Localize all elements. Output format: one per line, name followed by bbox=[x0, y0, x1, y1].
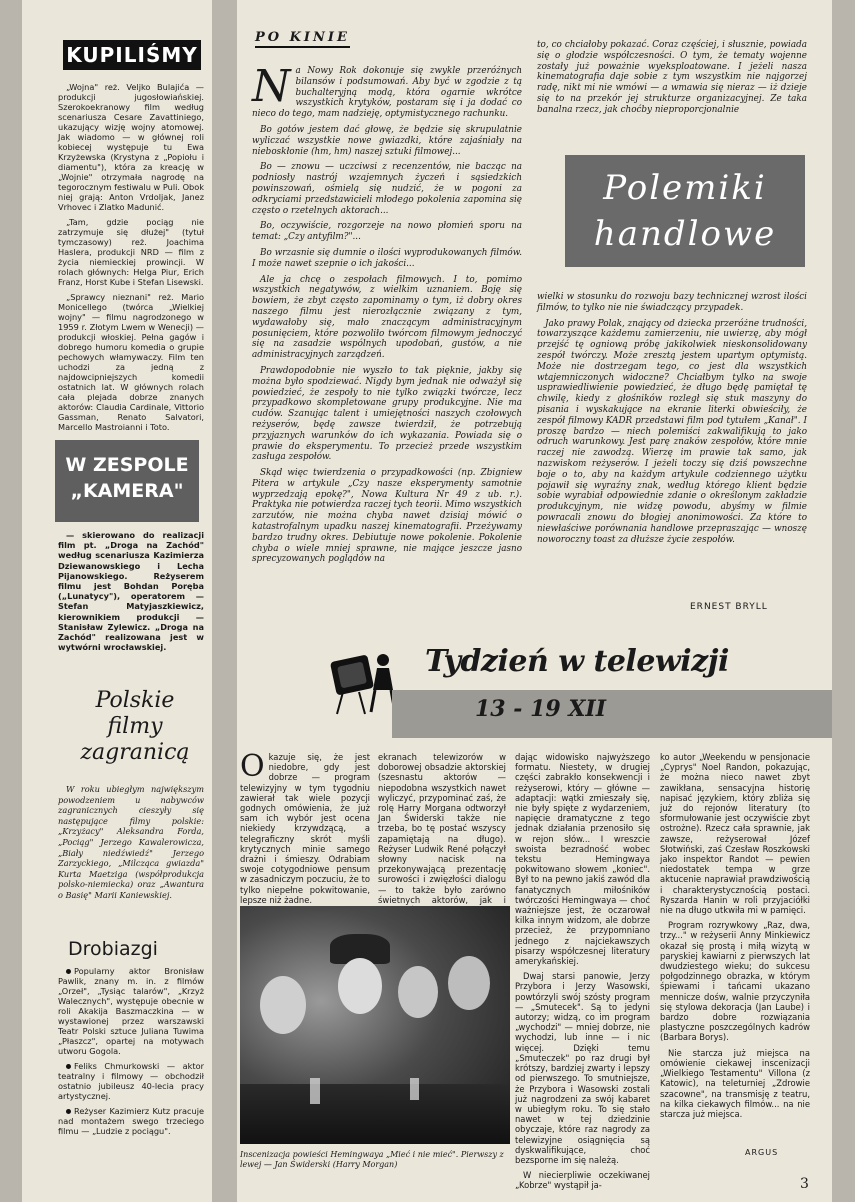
photo-face bbox=[260, 976, 306, 1034]
tv-paragraph: Dwaj starsi panowie, Jerzy Przybora i Jerzy Wasowski, powtórzyli swój szósty program — „Smutecek". Są to jedyni autorzy; widzą, co im program „wychodzi" — mniej dobrze, nie wychodzi, lub inne — i nic więcej. Dzięki temu „Smuteczek" po raz drugi był krótszy, bardziej zwarty i lepszy od pierwszego. To smutniejsze, że Przybora i Wasowski zostali już nagrodzeni za swój kabaret w ubiegłym roku. To się stało nawet w tej dziedzinie obyczaje, które raz nagrody za telewizyjne osiągnięcia są dyskwalifikujące, choć bezsporne im się należą. bbox=[515, 971, 650, 1165]
polskie-filmy-text bbox=[58, 784, 204, 924]
polemiki-handlowe-header bbox=[565, 155, 805, 267]
photo-glass bbox=[310, 1078, 320, 1104]
po-kinie-paragraph: Bo, oczywiście, rozgorzeje na nowo płomień sporu na temat: „Czy antyfilm?"... bbox=[252, 221, 522, 243]
polskie-filmy-title: Polskie filmy zagranicą bbox=[80, 688, 190, 765]
kupilismy-header: KUPILIŚMY bbox=[63, 40, 201, 70]
tv-dates-bar bbox=[392, 690, 832, 738]
photo-face bbox=[338, 958, 382, 1014]
bullet-icon bbox=[66, 1109, 71, 1114]
drobiazgi-item bbox=[58, 1106, 204, 1136]
drobiazgi-item-text: Reżyser Kazimierz Kutz pracuje nad montażem swego trzeciego filmu — „Ludzie z pociągu". bbox=[58, 1106, 204, 1136]
tv-paragraph: dając widowisko najwyższego formatu. Niestety, w drugiej części zabrakło konsekwencji i reżyserowi, który — główne — adaptacji: wątki zmieszały się, nie były spięte z wydarzeniem, napięcie dramatyczne z tego jednak działania przenosiło się w rejon słów... I wreszcie swoista bezradność wobec tekstu Hemingwaya pokwitowano słowem „koniec". Był to na pewno jakiś zawód dla fanatycznych miłośników twórczości Hemingwaya — choć ważniejsze jest, że oczarował kilka innym widzom, ale dobrze przecież, że przypomniano jednego z najciekawszych pisarzy współczesnej literatury amerykańskiej. bbox=[515, 752, 650, 967]
tv-paragraph: W niecierpliwie oczekiwanej „Kobrze" wystąpił ja- bbox=[515, 1170, 650, 1191]
hemingway-scene-photo bbox=[240, 906, 510, 1144]
tv-paragraph: ekranach telewizorów w doborowej obsadzie aktorskiej (szesnastu aktorów — niepodobna wszystkich nawet wyliczyć, przypominać zaś, że rolę Harry Morgana odtworzył Jan Świderski także nie trzeba, bo tę postać wszyscy zapamiętają na długo). Reżyser Ludwik René połączył słowny nacisk na przekonywającą prezentację surowości i zwięzłości dialogu — to także było zarówno świetnych aktorów, jak i bbox=[378, 752, 506, 905]
drobiazgi-item bbox=[58, 966, 204, 1056]
po-kinie-paragraph: Skąd więc twierdzenia o przypadkowości (np. Zbigniew Pitera w artykule „Czy nasze eksperymenty samotnie wyprzedzają epokę?", Nowa Kultura Nr 49 z ub. r.). Praktyka nie potwierdza raczej tych teorii. Mimo wszystkich zarzutów, nie można chyba nawet dzisiaj mówić o katastrofalnym upadku naszej kinematografii. Przeżywamy bardzo trudny okres. Debiutuje nowe pokolenie. Pokolenie chyba o wiele mniej sprawne, nie mające jeszcze jasno sprecyzowanych poglądów na bbox=[252, 468, 522, 565]
author-signature: ERNEST BRYLL bbox=[690, 602, 768, 612]
tv-paragraph: Program rozrywkowy „Raz, dwa, trzy..." w reżyserii Anny Minkiewicz okazał się prostą i miłą wizytą w paryskiej kawiarni z pierwszych lat dwudziestego wieku; do sukcesu połgodzinnego obrazka, w którym śpiewami i tańcami ukazano mennicze dośw, walnie przyczyniła się stylowa dekoracja (Jan Laube) i bardzo dobre rozwiązania plastyczne poszczególnych kadrów (Barbara Borys). bbox=[660, 920, 810, 1043]
right-stripe bbox=[832, 0, 855, 1202]
bullet-icon bbox=[66, 969, 71, 974]
drobiazgi-title: Drobiazgi bbox=[68, 938, 158, 960]
tv-paragraph: Nie starcza już miejsca na omówienie ciekawej inscenizacji „Wielkiego Testamentu" Villona (z Katowic), na teleturniej „Zdrowie szacowne", na transmisję z teatru, na kilka ciekawych filmów... na nie starcza już miejsca. bbox=[660, 1047, 810, 1119]
kupilismy-paragraph: „Wojna" reż. Veljko Bulajića — produkcji jugosłowiańskiej. Szerokoekranowy film według scenariusza Cesare Zavattiniego, ukazujący wizję wojny atomowej. Jak wiadomo — w głównej roli kobiecej występuje tu Ewa Krzyżewska (Krystyna z „Popiołu i diamentu"), która za kreację w „Wojnie" otrzymała nagrodę na tegorocznym festiwalu w Puli. Obok niej grają: Anton Vrdoljak, Janez Vrhovec i Zlatko Madunić. bbox=[58, 82, 204, 212]
po-kinie-paragraph: a Nowy Rok dokonuje się zwykle przeróżnych bilansów i podsumowań. Aby być w zgodzie z tą buchalteryjną modą, która ogarnie wkrótce wszystkich krytyków, postaram się i ja dodać co nieco do tego, mam nadzieję, optymistycznego rachunku. bbox=[252, 66, 522, 120]
polemiki-title-text: Polemiki handlowe bbox=[593, 168, 777, 254]
kupilismy-paragraph: „Sprawcy nieznani" reż. Mario Monicellego (twórca „Wielkiej wojny" — filmu nagrodzonego w 1959 r. Złotym Lwem w Wenecji) — produkcji włoskiej. Pełna gagów i dobrego humoru komedia o grupie pechowych włamywaczy. Film ten uchodzi za jedną z najdowcipniejszych komedii ostatnich lat. W głównych rolach cała plejada dobrze znanych aktorów: Claudia Cardinale, Vittorio Gassman, Renato Salvatori, Marcello Mastroianni i Toto. bbox=[58, 292, 204, 432]
photo-face bbox=[448, 956, 490, 1010]
tv-title: Tydzień w telewizji bbox=[425, 644, 729, 679]
tv-col-4 bbox=[660, 752, 810, 1172]
po-kinie-paragraph: Bo gotów jestem dać głowę, że będzie się skrupulatnie wyliczać wszystkie nowe gwiazdki, które zajaśniały na nieboskłonie (hm, hm) naszej sztuki filmowej... bbox=[252, 124, 522, 157]
po-kinie-intro bbox=[252, 61, 522, 120]
drop-cap: N bbox=[252, 61, 291, 112]
center-stripe bbox=[212, 0, 237, 1202]
tv-paragraph bbox=[240, 749, 370, 905]
kamera-header: W ZESPOLE „KAMERA" bbox=[55, 440, 199, 522]
tv-signature: ARGUS bbox=[745, 1148, 779, 1157]
bullet-icon bbox=[66, 1064, 71, 1069]
po-kinie-paragraph: Prawdopodobnie nie wyszło to tak pięknie, jakby się można było spodziewać. Nigdy bym jednak nie odważył się powiedzieć, że zespoły to nie tylko związki twórcze, lecz przypadkowo skompletowane grupy produkcyjne. Nie ma cudów. Szanując talent i umiejętności naszych czołowych reżyserów, będę zawsze twierdził, że potrzebują przyjaznych warunków do ich wykazania. Powiada się o prawie do eksperymentu. To przecież przede wszystkim zasługa zespołów. bbox=[252, 365, 522, 463]
tv-paragraph: ko autor „Weekendu w pensjonacie „Cyprys" Noel Randon, pokazując, że można nieco nawet zbyt zawikłana, sensacyjna historię napisać językiem, który zbliża się już do rejonów literatury (to sformułowanie jest oczywiście zbyt ostrożne). Rzecz cała sprawnie, jak zawsze, reżyserował Józef Słotwiński, zaś Czesław Roszkowski jako inspektor Randot — pewien niedostatek tempa w grze aktucenie naprawiał prawdziwością i charakterystycznością postaci. Ryszarda Hanin w roli przyjaciółki nie na długo utkwiła mi w pamięci. bbox=[660, 752, 810, 916]
photo-face bbox=[398, 966, 438, 1018]
polemiki-paragraph: Jako prawy Polak, znający od dziecka przeróżne trudności, towarzyszące każdemu zamierzeniu, nie uwierzę, aby mógł przejść tę ogniową próbę jakikolwiek nieskonsolidowany zespół twórczy. Może zresztą jestem upartym optymistą. Może nie dostrzegam tego, co jest dla wszystkich wtajemniczonych widoczne? Chciałbym tylko na swoje usprawiedliwienie powiedzieć, że długo będę pamiętał tę chwilę, kiedy z głośników rozległ się stuk maszyny do pisania i wyskakujące na ekranie literki obwieściły, że zespół filmowy KADR przedstawi film pod tytułem „Kanał". I proszę bardzo — niech polemiści zakwalifikują to jako odruch warunkowy. Jest parę znaków zespołów, które mnie raczej nie zawodzą. Wierzę im prawie tak samo, jak nazwiskom reżyserów. I jeżeli toczy się dziś powszechne boje o to, aby na każdym artykule codziennego użytku pojawił się wyraźny znak, według którego klient będzie sobie wyrabiał odpowiednie zdanie o określonym zakładzie produkcyjnym, nie widzę powodu, abyśmy w filmie powracali znowu do błogiej anonimowości. Za które to niewłaściwe porównania handlowe przepraszając — wnoszę noworoczny toast za dłuższe życie zespołów. bbox=[537, 318, 807, 545]
drobiazgi-item-text: Popularny aktor Bronisław Pawlik, znany m. in. z filmów „Orzeł", „Tysiąc talarów", „Krzyż Walecznych", występuje obecnie w roli Akakija Baszmaczkina — w wystawionej przez warszawski Teatr Polski sztuce Juliana Tuwima „Płaszcz", opartej na motywach utworu Gogola. bbox=[58, 966, 204, 1056]
po-kinie-paragraph: Bo wrzasnie się dumnie o ilości wyprodukowanych filmów. I może nawet szepnie o ich jakości... bbox=[252, 247, 522, 269]
drobiazgi-list bbox=[58, 966, 204, 1146]
tv-paragraph-text: kazuje się, że jest niedobre, gdy jest dobrze — program telewizyjny w tym tygodniu zawierał tak wiele pozycji godnych omówienia, że już sam ich wybór jest ocena niekiedy krzywdzącą, a telegraficzny skrót myśli krytycznych minie samego drażni i śmieszy. Odrabiam swoje cotygodniowe pensum w zasadniczym poczuciu, że to tylko niepełne pokwitowanie, lepsze niż żadne. bbox=[240, 752, 370, 905]
drobiazgi-item bbox=[58, 1061, 204, 1101]
photo-caption: Inscenizacja powieści Hemingwaya „Mieć i nie mieć". Pierwszy z lewej — Jan Świderski (Harry Morgan) bbox=[240, 1150, 504, 1169]
tv-col-2 bbox=[378, 752, 506, 905]
polskie-filmy-paragraph: W roku ubiegłym największym powodzeniem u nabywców zagranicznych cieszyły się następujące filmy polskie: „Krzyżacy" Aleksandra Forda, „Pociąg" Jerzego Kawalerowicza, „Biały niedźwiedź" Jerzego Zarzyckiego, „Milcząca gwiazda" Kurta Maetziga (współprodukcja polsko-niemiecka) oraz „Awantura o Basię" Marii Kaniewskiej. bbox=[58, 784, 204, 900]
kupilismy-paragraph: „Tam, gdzie pociąg nie zatrzymuje się dłużej" (tytuł tymczasowy) reż. Joachima Haslera, produkcji NRD — film z życia niemieckiej prowincji. W rolach głównych: Helga Piur, Erich Franz, Horst Kube i Stefan Lisewski. bbox=[58, 217, 204, 287]
left-stripe bbox=[0, 0, 22, 1202]
page-number: 3 bbox=[800, 1176, 809, 1192]
kupilismy-text bbox=[58, 82, 204, 434]
tv-col-3 bbox=[515, 752, 650, 1192]
photo-table bbox=[240, 1084, 510, 1144]
polemiki-text bbox=[537, 292, 807, 600]
tv-dates: 13 - 19 XII bbox=[475, 696, 606, 722]
drop-cap: O bbox=[240, 749, 265, 784]
po-kinie-continued bbox=[537, 40, 807, 148]
drobiazgi-item-text: Feliks Chmurkowski — aktor teatralny i filmowy — obchodził ostatnio jubileusz 40-lecia pracy artystycznej. bbox=[58, 1061, 204, 1101]
tv-col-1 bbox=[240, 749, 370, 905]
po-kinie-paragraph: Bo — znowu — uczciwsi z recenzentów, nie bacząc na podniosły nastrój wzajemnych życzeń i sąsiedzkich powinszowań, ośmielą się nudzić, że w pogoni za odkryciami przedstawicieli młodego pokolenia zapomina się często o rzetelnych aktorach... bbox=[252, 162, 522, 216]
photo-glass bbox=[410, 1078, 419, 1100]
po-kinie-paragraph: to, co chciałoby pokazać. Coraz częściej, i słusznie, powiada się o głodzie współczesności. O tym, że tematy wojenne zostały już poważnie wyeksploatowane. I jeżeli nasza kinematografia daje sobie z tym wszystkim nie najgorzej radę, nikt mi nie wmówi — a wmawia się nieraz — iż dzieje się to na przekór jej strukturze organizacyjnej. Ze taka banalna rzecz, jak choćby nieproporcjonalnie bbox=[537, 40, 807, 115]
kamera-paragraph: — skierowano do realizacji film pt. „Droga na Zachód" według scenariusza Kazimierza Dziewanowskiego i Lecha Pijanowskiego. Reżyserem filmu jest Bohdan Poręba („Lunatycy"), operatorem — Stefan Matyjaszkiewicz, kierownikiem produkcji — Stanisław Zylewicz. „Droga na Zachód" realizowana jest w wytwórni wrocławskiej. bbox=[58, 530, 204, 653]
po-kinie-header: PO KINIE bbox=[255, 30, 350, 48]
polemiki-paragraph: wielki w stosunku do rozwoju bazy technicznej wzrost ilości filmów, to tylko nie nie świadczący przypadek. bbox=[537, 292, 807, 313]
po-kinie-paragraph: Ale ja chcę o zespołach filmowych. I to, pomimo wszystkich negatywów, z wielkim uznaniem. Boję się bowiem, że zbyt często zapominamy o tym, iż dobry okres naszego filmu jest nierozłącznie związany z tym, wydawałoby się, mało znaczącym administracyjnym posunięciem, które pozwoliło twórcom filmowym jednoczyć się na zasadzie wspólnych upodobań, gustów, a nie administracyjnych zarządzeń. bbox=[252, 274, 522, 361]
kamera-text bbox=[58, 530, 204, 670]
